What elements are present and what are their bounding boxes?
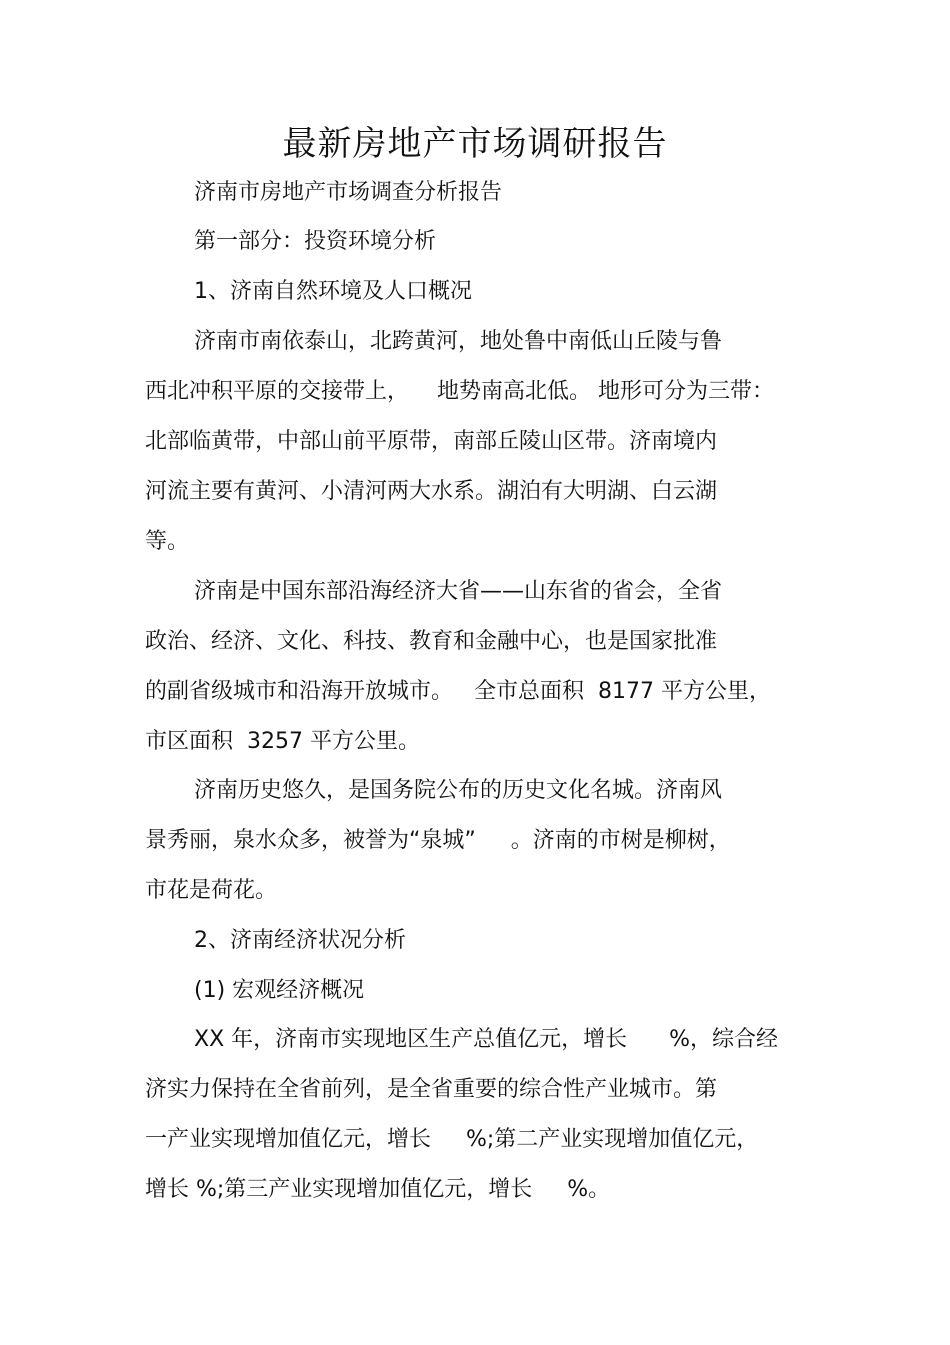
paragraph-line: 等。 — [145, 529, 190, 554]
paragraph-line: 一产业实现增加值亿元，增长 %;第二产业实现增加值亿元， — [145, 1127, 759, 1152]
paragraph-line: 济南是中国东部沿海经济大省——山东省的省会，全省 — [194, 579, 723, 604]
paragraph-line: 北部临黄带，中部山前平原带，南部丘陵山区带。济南境内 — [145, 429, 718, 454]
paragraph-line: 市花是荷花。 — [145, 878, 278, 903]
paragraph-line: 济南历史悠久，是国务院公布的历史文化名城。济南风 — [194, 778, 723, 803]
subsection-heading: (1) 宏观经济概况 — [194, 978, 365, 1003]
paragraph-line: 济南市南依泰山，北跨黄河，地处鲁中南低山丘陵与鲁 — [194, 329, 723, 354]
paragraph-line: 西北冲积平原的交接带上， 地势南高北低。 地形可分为三带： — [145, 379, 774, 404]
paragraph-line: 市区面积 3257 平方公里。 — [145, 729, 420, 754]
section-heading-1: 1、济南自然环境及人口概况 — [194, 279, 472, 304]
paragraph-line: 河流主要有黄河、小清河两大水系。湖泊有大明湖、白云湖 — [145, 479, 718, 504]
paragraph-line: 的副省级城市和沿海开放城市。 全市总面积 8177 平方公里， — [145, 679, 771, 704]
section-heading-2: 2、济南经济状况分析 — [194, 928, 406, 953]
paragraph-line: 济实力保持在全省前列，是全省重要的综合性产业城市。第 — [145, 1077, 718, 1102]
part-heading: 第一部分：投资环境分析 — [194, 229, 437, 254]
document-title: 最新房地产市场调研报告 — [282, 124, 668, 164]
paragraph-line: 政治、经济、文化、科技、教育和金融中心，也是国家批准 — [145, 629, 718, 654]
paragraph-line: 景秀丽，泉水众多，被誉为“泉城” 。济南的市树是柳树， — [145, 828, 731, 853]
document-subtitle: 济南市房地产市场调查分析报告 — [194, 180, 503, 205]
paragraph-line: 增长 %;第三产业实现增加值亿元，增长 %。 — [145, 1177, 611, 1202]
paragraph-line: XX 年，济南市实现地区生产总值亿元，增长 %，综合经 — [194, 1027, 779, 1052]
